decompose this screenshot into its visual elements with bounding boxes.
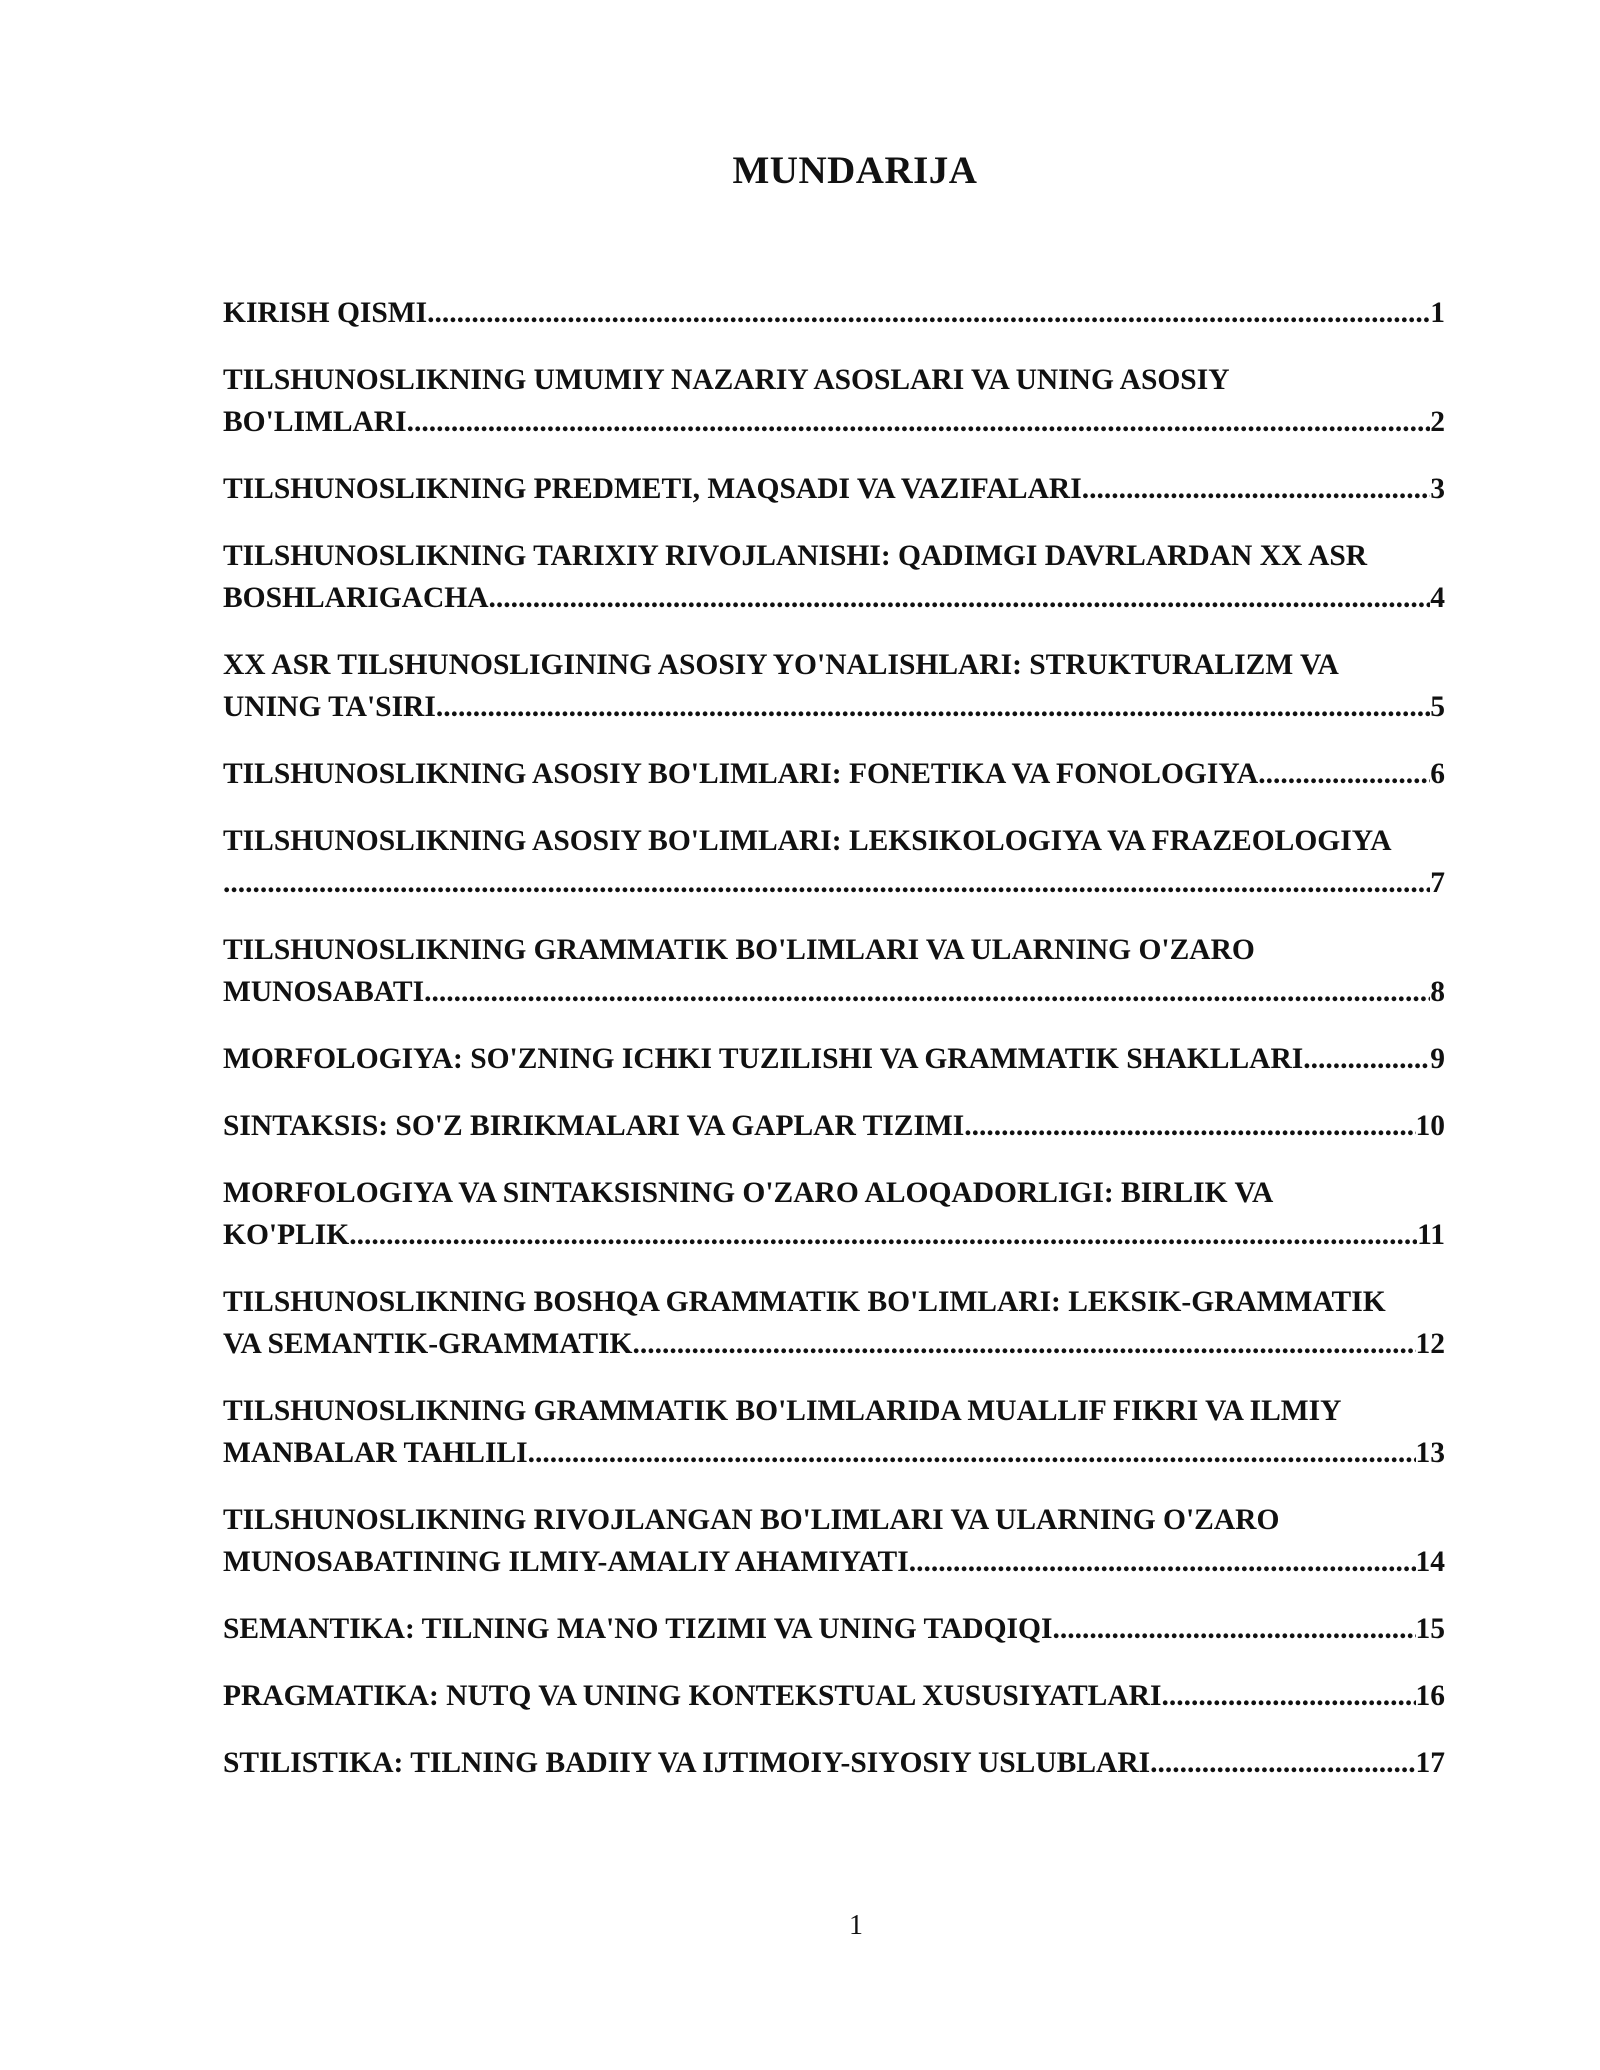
toc-entry-title-line: TILSHUNOSLIKNING ASOSIY BO'LIMLARI: FONETIKA VA FONOLOGIYA [223, 758, 1259, 790]
toc-entry[interactable] [223, 820, 1445, 904]
toc-entry[interactable] [223, 535, 1445, 619]
toc-entry[interactable] [223, 1281, 1445, 1365]
toc-entry-page-number: 6 [1430, 758, 1445, 790]
toc-entry[interactable] [223, 1038, 1445, 1080]
toc-entry-title-line: MANBALAR TAHLILI [223, 1437, 528, 1469]
toc-entry-title-line: BOSHLARIGACHA [223, 582, 489, 614]
page-number: 1 [849, 1910, 863, 1941]
toc-entry-title-line: TILSHUNOSLIKNING PREDMETI, MAQSADI VA VAZIFALARI [223, 473, 1082, 505]
toc-entry-title-line: KO'PLIK [223, 1219, 350, 1251]
toc-entry-title-line: MORFOLOGIYA: SO'ZNING ICHKI TUZILISHI VA GRAMMATIK SHAKLLARI [223, 1043, 1304, 1075]
toc-entry-page-number: 2 [1430, 406, 1445, 438]
dot-leader [964, 1105, 1415, 1147]
toc-entry-leader-line [223, 1541, 1445, 1583]
toc-entry-leader-line [223, 577, 1445, 619]
toc-entry[interactable] [223, 1608, 1445, 1650]
toc-entry-title-line: MORFOLOGIYA VA SINTAKSISNING O'ZARO ALOQADORLIGI: BIRLIK VA [223, 1177, 1274, 1209]
toc-entry[interactable] [223, 753, 1445, 795]
toc-entry-leader-line [223, 1105, 1445, 1147]
toc-entry[interactable] [223, 359, 1445, 443]
dot-leader [223, 862, 1430, 904]
toc-entry-title-line: TILSHUNOSLIKNING TARIXIY RIVOJLANISHI: QADIMGI DAVRLARDAN XX ASR [223, 540, 1368, 572]
toc-entry-leader-line [223, 1038, 1445, 1080]
toc-entry-page-number: 9 [1430, 1043, 1445, 1075]
toc-entry-page-number: 3 [1430, 473, 1445, 505]
dot-leader [1258, 753, 1430, 795]
dot-leader [1052, 1608, 1415, 1650]
toc-entry-leader-line [223, 1742, 1445, 1784]
toc-entry-title-line: XX ASR TILSHUNOSLIGINING ASOSIY YO'NALISHLARI: STRUKTURALIZM VA [223, 649, 1339, 681]
toc-entry-title-line: MUNOSABATI [223, 976, 425, 1008]
toc-entry-title-line: SINTAKSIS: SO'Z BIRIKMALARI VA GAPLAR TIZIMI [223, 1110, 965, 1142]
toc-entry-page-number: 14 [1415, 1546, 1445, 1578]
dot-leader [436, 686, 1430, 728]
toc-entry-page-number: 8 [1430, 976, 1445, 1008]
dot-leader [427, 292, 1430, 334]
toc-entry[interactable] [223, 929, 1445, 1013]
toc-entry-page-number: 7 [1430, 867, 1445, 899]
toc-entry-page-number: 10 [1415, 1110, 1445, 1142]
toc-entry[interactable] [223, 1105, 1445, 1147]
toc-entry-title-line: VA SEMANTIK-GRAMMATIK [223, 1328, 633, 1360]
dot-leader [1303, 1038, 1430, 1080]
toc-entry-title-line: TILSHUNOSLIKNING BOSHQA GRAMMATIK BO'LIMLARI: LEKSIK-GRAMMATIK [223, 1286, 1386, 1318]
toc-entry-page-number: 5 [1430, 691, 1445, 723]
toc-entry-title-line: SEMANTIKA: TILNING MA'NO TIZIMI VA UNING TADQIQI [223, 1613, 1053, 1645]
dot-leader [632, 1323, 1415, 1365]
toc-entry[interactable] [223, 1742, 1445, 1784]
dot-leader [909, 1541, 1416, 1583]
toc-entry-title-line: UNING TA'SIRI [223, 691, 436, 723]
toc-entry-title-line: TILSHUNOSLIKNING RIVOJLANGAN BO'LIMLARI VA ULARNING O'ZARO [223, 1504, 1280, 1536]
dot-leader [1082, 468, 1431, 510]
toc-entry-leader-line [223, 1608, 1445, 1650]
toc-entry[interactable] [223, 1172, 1445, 1256]
dot-leader [1161, 1675, 1415, 1717]
toc-entry-page-number: 4 [1430, 582, 1445, 614]
toc-entry-title-line: TILSHUNOSLIKNING GRAMMATIK BO'LIMLARI VA ULARNING O'ZARO [223, 934, 1255, 966]
toc-entry-leader-line [223, 1214, 1445, 1256]
toc-entry-leader-line [223, 1675, 1445, 1717]
toc-entry-leader-line [223, 686, 1445, 728]
dot-leader [424, 971, 1430, 1013]
toc-entry[interactable] [223, 644, 1445, 728]
dot-leader [489, 577, 1431, 619]
toc-entry-title-line: STILISTIKA: TILNING BADIIY VA IJTIMOIY-SIYOSIY USLUBLARI [223, 1747, 1151, 1779]
table-of-contents [223, 292, 1445, 1809]
toc-entry-leader-line [223, 971, 1445, 1013]
toc-entry[interactable] [223, 292, 1445, 334]
toc-entry[interactable] [223, 1499, 1445, 1583]
toc-entry-leader-line [223, 401, 1445, 443]
toc-entry-title-line: TILSHUNOSLIKNING UMUMIY NAZARIY ASOSLARI VA UNING ASOSIY [223, 364, 1230, 396]
toc-entry-leader-line [223, 753, 1445, 795]
dot-leader [528, 1432, 1416, 1474]
dot-leader [349, 1214, 1417, 1256]
toc-entry[interactable] [223, 468, 1445, 510]
toc-entry-leader-line [223, 292, 1445, 334]
toc-entry-title-line: MUNOSABATINING ILMIY-AMALIY AHAMIYATI [223, 1546, 909, 1578]
toc-entry-page-number: 17 [1415, 1747, 1445, 1779]
toc-entry-page-number: 15 [1415, 1613, 1445, 1645]
dot-leader [1150, 1742, 1415, 1784]
toc-entry-title-line: PRAGMATIKA: NUTQ VA UNING KONTEKSTUAL XUSUSIYATLARI [223, 1680, 1162, 1712]
toc-entry-leader-line [223, 862, 1445, 904]
dot-leader [407, 401, 1431, 443]
toc-entry-page-number: 1 [1430, 297, 1445, 329]
toc-entry-page-number: 11 [1417, 1219, 1445, 1251]
toc-entry-title-line: TILSHUNOSLIKNING GRAMMATIK BO'LIMLARIDA MUALLIF FIKRI VA ILMIY [223, 1395, 1342, 1427]
toc-entry[interactable] [223, 1390, 1445, 1474]
toc-entry-page-number: 12 [1415, 1328, 1445, 1360]
page-title: MUNDARIJA [732, 149, 978, 192]
toc-entry[interactable] [223, 1675, 1445, 1717]
toc-entry-page-number: 13 [1415, 1437, 1445, 1469]
toc-entry-page-number: 16 [1415, 1680, 1445, 1712]
toc-entry-leader-line [223, 1323, 1445, 1365]
toc-entry-leader-line [223, 1432, 1445, 1474]
toc-entry-title-line: TILSHUNOSLIKNING ASOSIY BO'LIMLARI: LEKSIKOLOGIYA VA FRAZEOLOGIYA [223, 825, 1392, 857]
toc-entry-leader-line [223, 468, 1445, 510]
toc-entry-title-line: BO'LIMLARI [223, 406, 407, 438]
toc-entry-title-line: KIRISH QISMI [223, 297, 428, 329]
